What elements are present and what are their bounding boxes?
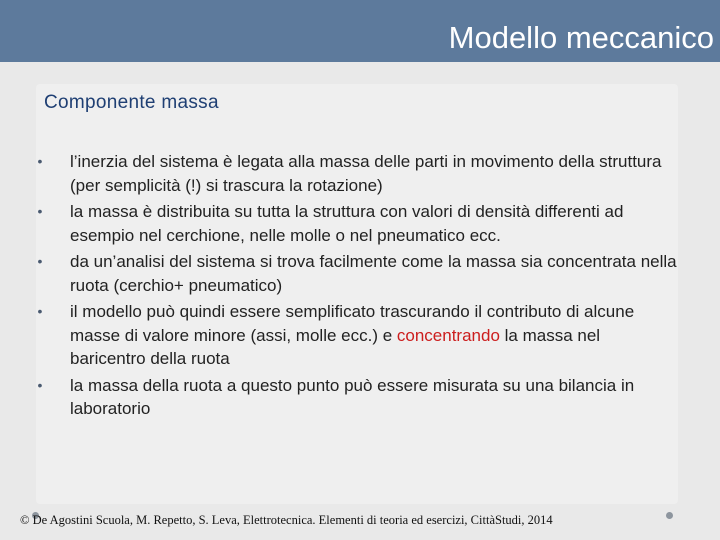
bullet-list	[30, 150, 680, 424]
bullet-item	[30, 150, 680, 197]
decorative-dot-right	[666, 512, 673, 519]
bullet-icon: •	[37, 253, 43, 269]
highlighted-word: concentrando	[396, 325, 500, 345]
bullet-icon: •	[37, 303, 43, 319]
bullet-text: l’inerzia del sistema è legata alla massa delle parti in movimento della struttura (per semplicità (!) si trascura la rotazione)	[70, 152, 662, 195]
bullet-icon: •	[37, 203, 43, 219]
copyright-footer: © De Agostini Scuola, M. Repetto, S. Leva, Elettrotecnica. Elementi di teoria ed esercizi, CittàStudi, 2014	[20, 513, 553, 527]
bullet-icon: •	[37, 376, 43, 393]
bullet-item	[30, 374, 680, 421]
bullet-text: la massa della ruota a questo punto può essere misurata su una bilancia in laboratorio	[70, 375, 635, 418]
bullet-text: da un’analisi del sistema si trova facilmente come la massa sia concentrata nella ruota (cerchio+ pneumatico)	[70, 252, 677, 295]
bullet-text-before: il modello può quindi essere semplificato trascurando il contributo di alcune masse di valore minore (assi, molle ecc.) e	[70, 302, 635, 345]
section-heading: Componente massa	[44, 92, 219, 113]
bullet-text-after: la massa nel baricentro della ruota	[70, 325, 601, 368]
bullet-item	[30, 250, 680, 297]
bullet-icon: •	[37, 153, 43, 169]
bullet-item	[30, 300, 680, 371]
title-bar	[0, 0, 720, 62]
bullet-text: la massa è distribuita su tutta la struttura con valori di densità differenti ad esempio nel cerchione, nelle molle o nel pneumatico ecc.	[70, 202, 624, 245]
bullet-item	[30, 200, 680, 247]
slide-title: Modello meccanico	[448, 20, 714, 55]
